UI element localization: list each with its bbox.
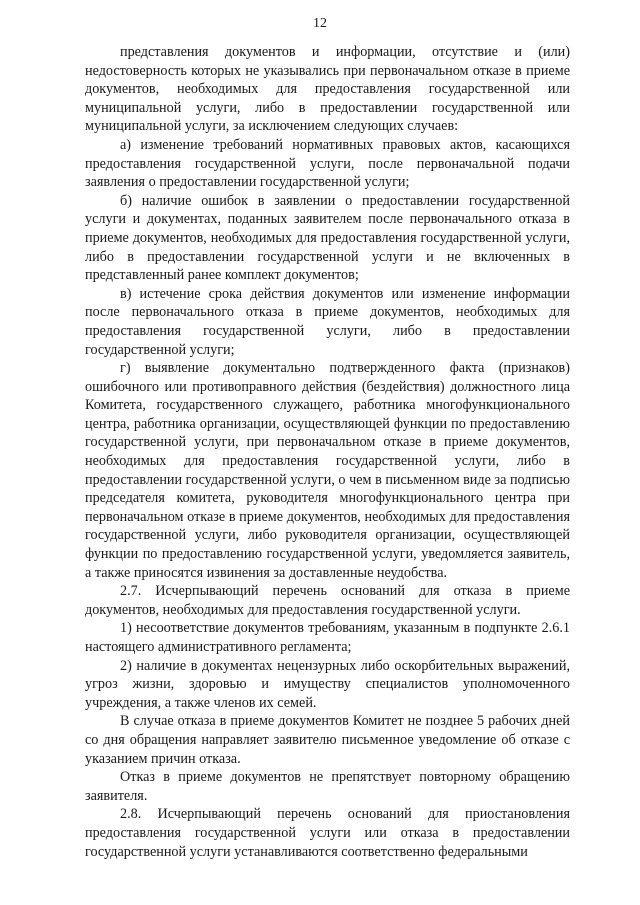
- paragraph-item-2: 2) наличие в документах нецензурных либо оскорбительных выражений, угроз жизни, здоровью и имуществу специалистов уполномоченного учреждения, а также членов их семей.: [85, 657, 570, 711]
- paragraph-section-2-7: 2.7. Исчерпывающий перечень оснований для отказа в приеме документов, необходимых для предоставления государственной услуги.: [85, 583, 570, 618]
- paragraph-item-a: а) изменение требований нормативных правовых актов, касающихся предоставления государственной услуги, после первоначальной подачи заявления о предоставлении государственной услуги;: [85, 136, 570, 191]
- paragraph-refusal-notice: В случае отказа в приеме документов Комитет не позднее 5 рабочих дней со дня обращения направляет заявителю письменное уведомление об отказе с указанием причин отказа.: [85, 713, 570, 767]
- paragraph-repeat-appeal: Отказ в приеме документов не препятствует повторному обращению заявителя.: [85, 769, 570, 804]
- paragraph-item-g: г) выявление документально подтвержденного факта (признаков) ошибочного или противоправного действия (бездействия) должностного лица Комитета, государственного служащего, работника многофункционального центра, работника организации, осуществляющей функции по предоставлению государственной услуги, при первоначальном отказе в приеме документов, необходимых для предоставления государственной услуги, либо в предоставлении государственной услуги, о чем в письменном виде за подписью председателя комитета, руководителя многофункционального центра при первоначальном отказе в приеме документов, необходимых для предоставления государственной услуги, либо руководителя организации, осуществляющей функции по предоставлению государственной услуги, уведомляется заявитель, а также приносятся извинения за доставленные неудобства.: [85, 360, 570, 581]
- paragraph-continuation: представления документов и информации, отсутствие и (или) недостоверность которых не указывались при первоначальном отказе в приеме документов, необходимых для предоставления государственной или муниципальной услуги, либо в предоставлении государственной или муниципальной услуги, за исключением следующих случаев:: [85, 44, 570, 135]
- page-number: 12: [313, 16, 327, 31]
- paragraph-item-b: б) наличие ошибок в заявлении о предоставлении государственной услуги и документах, поданных заявителем после первоначального отказа в приеме документов, необходимых для предоставления государственной услуги, либо в предоставлении государственной услуги и не включенных в представленный ранее комплект документов;: [85, 192, 570, 284]
- document-body: [85, 43, 570, 861]
- paragraph-section-2-8: 2.8. Исчерпывающий перечень оснований для приостановления предоставления государственной услуги или отказа в предоставлении государственной услуги устанавливаются соответственно федеральными: [85, 806, 570, 860]
- paragraph-item-1: 1) несоответствие документов требованиям, указанным в подпункте 2.6.1 настоящего административного регламента;: [85, 620, 570, 655]
- paragraph-item-v: в) истечение срока действия документов или изменение информации после первоначального отказа в приеме документов, необходимых для предоставления государственной услуги, либо в предоставлении государственной услуги;: [85, 285, 570, 358]
